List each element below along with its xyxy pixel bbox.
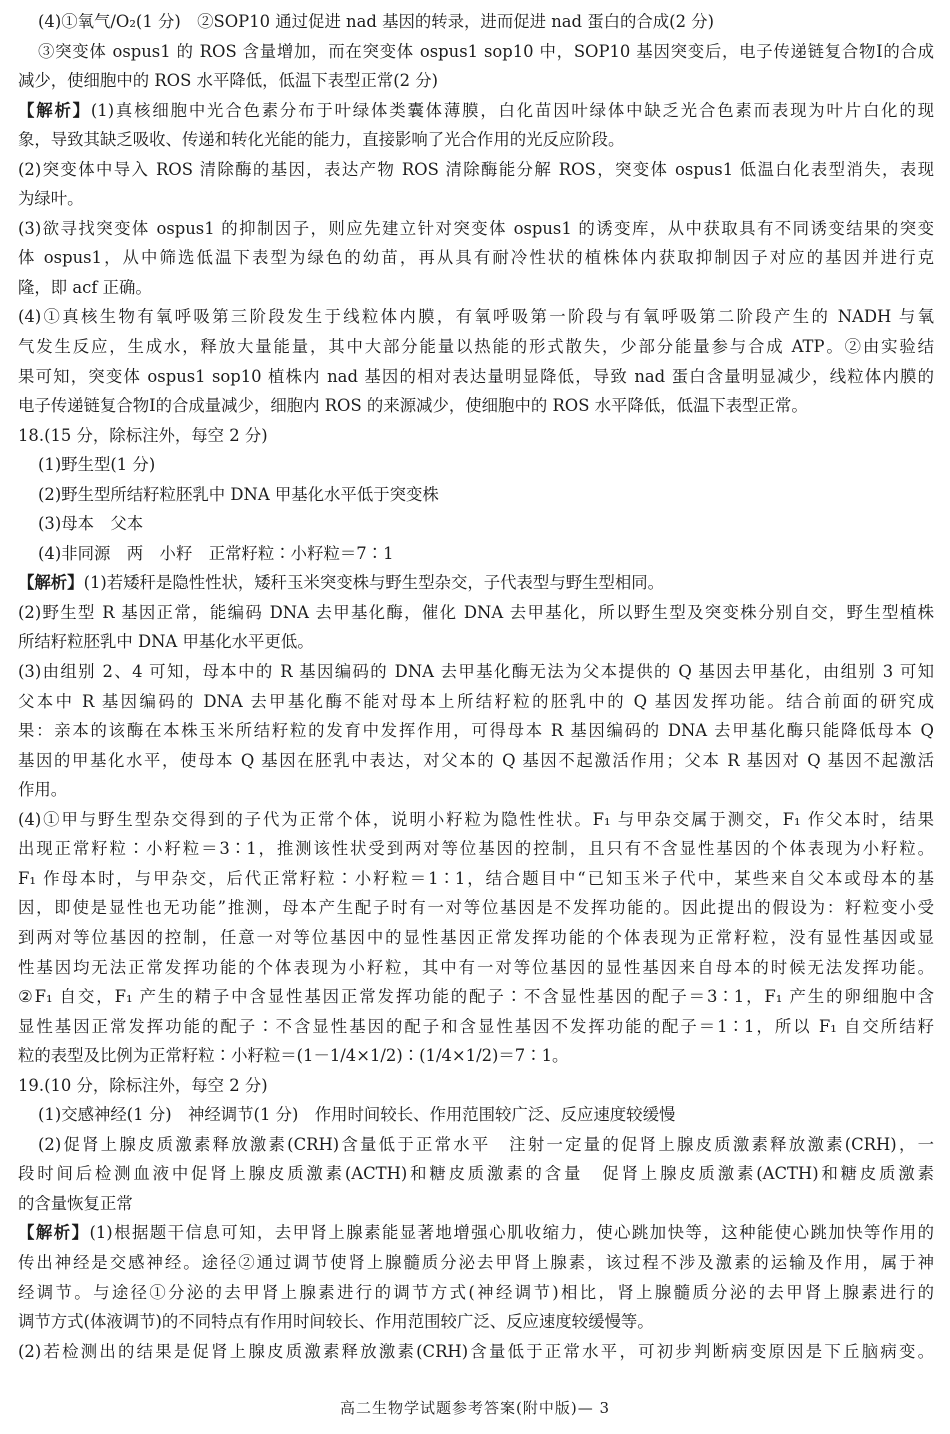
text-line (18, 923, 934, 953)
line-text: 显性基因正常发挥功能的配子∶不含显性基因的配子和含显性基因不发挥功能的配子＝1∶1，所以 F₁ 自交所结籽 (18, 1016, 934, 1036)
text-line (18, 302, 934, 332)
text-line (18, 1248, 934, 1278)
line-text: (2)野生型 R 基因正常，能编码 DNA 去甲基化酶，催化 DNA 去甲基化，所以野生型及突变株分别自交，野生型植株 (18, 602, 934, 622)
text-line (18, 1071, 934, 1101)
text-line (18, 1159, 934, 1189)
line-text: (4)非同源 两 小籽 正常籽粒∶小籽粒＝7∶1 (38, 543, 394, 563)
line-text: 经调节。与途径①分泌的去甲肾上腺素进行的调节方式(神经调节)相比，肾上腺髓质分泌的去甲肾上腺素进行的 (18, 1282, 934, 1302)
line-text: ③突变体 ospus1 的 ROS 含量增加，而在突变体 ospus1 sop10 中，SOP10 基因突变后，电子传递链复合物Ⅰ的合成 (38, 41, 934, 61)
line-text: (3)欲寻找突变体 ospus1 的抑制因子，则应先建立针对突变体 ospus1 的诱变库，从中获取具有不同诱变结果的突变 (18, 218, 934, 238)
text-line (18, 1189, 934, 1219)
line-text: (1)野生型(1 分) (38, 455, 156, 475)
text-line (18, 391, 934, 421)
line-text: 果：亲本的该酶在本株玉米所结籽粒的发育中发挥作用，可得母本 R 基因编码的 DNA 去甲基化酶只能降低母本 Q (18, 721, 934, 741)
line-text: (2)若检测出的结果是促肾上腺皮质激素释放激素(CRH)含量低于正常水平，可初步判断病变原因是下丘脑病变。 (18, 1341, 934, 1361)
line-text: 果可知，突变体 ospus1 sop10 植株内 nad 基因的相对表达量明显降低，导致 nad 蛋白含量明显减少，线粒体内膜的 (18, 366, 934, 386)
line-text: (1)真核细胞中光合色素分布于叶绿体类囊体薄膜，白化苗因叶绿体中缺乏光合色素而表现为叶片白化的现 (90, 100, 934, 120)
line-text: 气发生反应，生成水，释放大量能量，其中大部分能量以热能的形式散失，少部分能量参与合成 ATP。②由实验结 (18, 337, 934, 357)
analysis-tag: 【解析】 (18, 573, 84, 593)
text-line (18, 96, 934, 126)
line-text: 出现正常籽粒∶小籽粒＝3∶1，推测该性状受到两对等位基因的控制，且只有不含显性基因的个体表现为小籽粒。 (18, 839, 934, 859)
line-text: (4)①甲与野生型杂交得到的子代为正常个体，说明小籽粒为隐性性状。F₁ 与甲杂交属于测交，F₁ 作父本时，结果 (18, 809, 934, 829)
text-line (18, 805, 934, 835)
line-text: 作用。 (18, 780, 68, 800)
line-text: 传出神经是交感神经。途径②通过调节使肾上腺髓质分泌去甲肾上腺素，该过程不涉及激素的运输及作用，属于神 (18, 1252, 934, 1272)
text-line (18, 1012, 934, 1042)
line-text: (2)促肾上腺皮质激素释放激素(CRH)含量低于正常水平 注射一定量的促肾上腺皮质激素释放激素(CRH)，一 (38, 1134, 934, 1154)
text-line (18, 953, 934, 983)
text-line (18, 568, 934, 598)
line-text: 象，导致其缺乏吸收、传递和转化光能的能力，直接影响了光合作用的光反应阶段。 (18, 130, 625, 150)
text-line (18, 37, 934, 67)
line-text: (1)若矮秆是隐性性状，矮秆玉米突变株与野生型杂交，子代表型与野生型相同。 (83, 573, 665, 593)
line-text: 父本中 R 基因编码的 DNA 去甲基化酶不能对母本上所结籽粒的胚乳中的 Q 基因发挥功能。结合前面的研究成 (18, 691, 934, 711)
line-text: 隆，即 acf 正确。 (18, 277, 152, 297)
line-text: 体 ospus1，从中筛选低温下表型为绿色的幼苗，再从具有耐冷性状的植株体内获取抑制因子对应的基因并进行克 (18, 248, 934, 268)
line-text: (4)①氧气/O₂(1 分) ②SOP10 通过促进 nad 基因的转录，进而促进 nad 蛋白的合成(2 分) (38, 12, 714, 31)
analysis-tag: 【解析】 (18, 1223, 90, 1243)
text-line (18, 1337, 934, 1367)
line-text: 为绿叶。 (18, 189, 84, 209)
text-line (18, 7, 934, 37)
line-text: 因，即使是显性也无功能”推测，母本产生配子时有一对等位基因是不发挥功能的。因此提出的假设为：籽粒变小受 (18, 898, 934, 918)
text-line (18, 834, 934, 864)
text-line (18, 1278, 934, 1308)
line-text: (1)根据题干信息可知，去甲肾上腺素能显著地增强心肌收缩力，使心跳加快等，这种能使心跳加快等作用的 (89, 1223, 934, 1243)
line-text: 电子传递链复合物Ⅰ的合成量减少，细胞内 ROS 的来源减少，使细胞中的 ROS 水平降低，低温下表型正常。 (18, 396, 808, 416)
line-text: (2)野生型所结籽粒胚乳中 DNA 甲基化水平低于突变株 (38, 484, 439, 504)
text-line (18, 184, 934, 214)
text-line (18, 1307, 934, 1337)
text-line (18, 273, 934, 303)
text-line (18, 125, 934, 155)
line-text: 减少，使细胞中的 ROS 水平降低，低温下表型正常(2 分) (18, 71, 439, 91)
line-text: 调节方式(体液调节)的不同特点有作用时间较长、作用范围较广泛、反应速度较缓慢等。 (18, 1312, 654, 1332)
text-line (18, 362, 934, 392)
line-text: ②F₁ 自交，F₁ 产生的精子中含显性基因正常发挥功能的配子∶不含显性基因的配子＝3∶1，F₁ 产生的卵细胞中含 (18, 987, 934, 1007)
text-line (18, 155, 934, 185)
text-line (18, 509, 934, 539)
line-text: F₁ 作母本时，与甲杂交，后代正常籽粒∶小籽粒＝1∶1，结合题目中“已知玉米子代中，某些来自父本或母本的基 (18, 868, 934, 888)
line-text: 19.(10 分，除标注外，每空 2 分) (18, 1075, 268, 1095)
line-text: 粒的表型及比例为正常籽粒∶小籽粒＝(1－1/4×1/2)∶(1/4×1/2)＝7∶1。 (18, 1046, 569, 1066)
text-line (18, 450, 934, 480)
page-footer: 高二生物学试题参考答案(附中版)— 3 (339, 1399, 611, 1417)
text-line (18, 657, 934, 687)
text-line (18, 864, 934, 894)
text-line (18, 332, 934, 362)
answer-page (18, 7, 934, 1366)
text-line (18, 1130, 934, 1160)
line-text: 性基因均无法正常发挥功能的个体表现为小籽粒，其中有一对等位基因的显性基因来自母本的时候无法发挥功能。 (18, 957, 934, 977)
text-line (18, 539, 934, 569)
text-line (18, 627, 934, 657)
line-text: 所结籽粒胚乳中 DNA 甲基化水平更低。 (18, 632, 314, 652)
text-line (18, 1041, 934, 1071)
text-line (18, 243, 934, 273)
text-line (18, 982, 934, 1012)
text-line (18, 746, 934, 776)
text-line (18, 598, 934, 628)
text-line (18, 893, 934, 923)
line-text: 基因的甲基化水平，使母本 Q 基因在胚乳中表达，对父本的 Q 基因不起激活作用；父本 R 基因对 Q 基因不起激活 (18, 750, 934, 770)
text-line (18, 687, 934, 717)
text-line (18, 716, 934, 746)
line-text: 18.(15 分，除标注外，每空 2 分) (18, 425, 268, 445)
text-line (18, 775, 934, 805)
line-text: (3)由组别 2、4 可知，母本中的 R 基因编码的 DNA 去甲基化酶无法为父本提供的 Q 基因去甲基化，由组别 3 可知 (18, 662, 934, 682)
line-text: (2)突变体中导入 ROS 清除酶的基因，表达产物 ROS 清除酶能分解 ROS，突变体 ospus1 低温白化表型消失，表现 (18, 159, 934, 179)
text-line (18, 66, 934, 96)
line-text: 的含量恢复正常 (18, 1193, 133, 1213)
text-line (18, 480, 934, 510)
line-text: 到两对等位基因的控制，任意一对等位基因中的显性基因正常发挥功能的个体表现为正常籽粒，没有显性基因或显 (18, 927, 934, 947)
line-text: 段时间后检测血液中促肾上腺皮质激素(ACTH)和糖皮质激素的含量 促肾上腺皮质激素(ACTH)和糖皮质激素 (18, 1164, 934, 1184)
line-text: (4)①真核生物有氧呼吸第三阶段发生于线粒体内膜，有氧呼吸第一阶段与有氧呼吸第二阶段产生的 NADH 与氧 (18, 307, 934, 327)
text-line (18, 214, 934, 244)
text-line (18, 421, 934, 451)
line-text: (3)母本 父本 (38, 514, 144, 534)
line-text: (1)交感神经(1 分) 神经调节(1 分) 作用时间较长、作用范围较广泛、反应速度较缓慢 (38, 1105, 676, 1125)
text-line (18, 1218, 934, 1248)
analysis-tag: 【解析】 (18, 100, 91, 120)
text-line (18, 1100, 934, 1130)
